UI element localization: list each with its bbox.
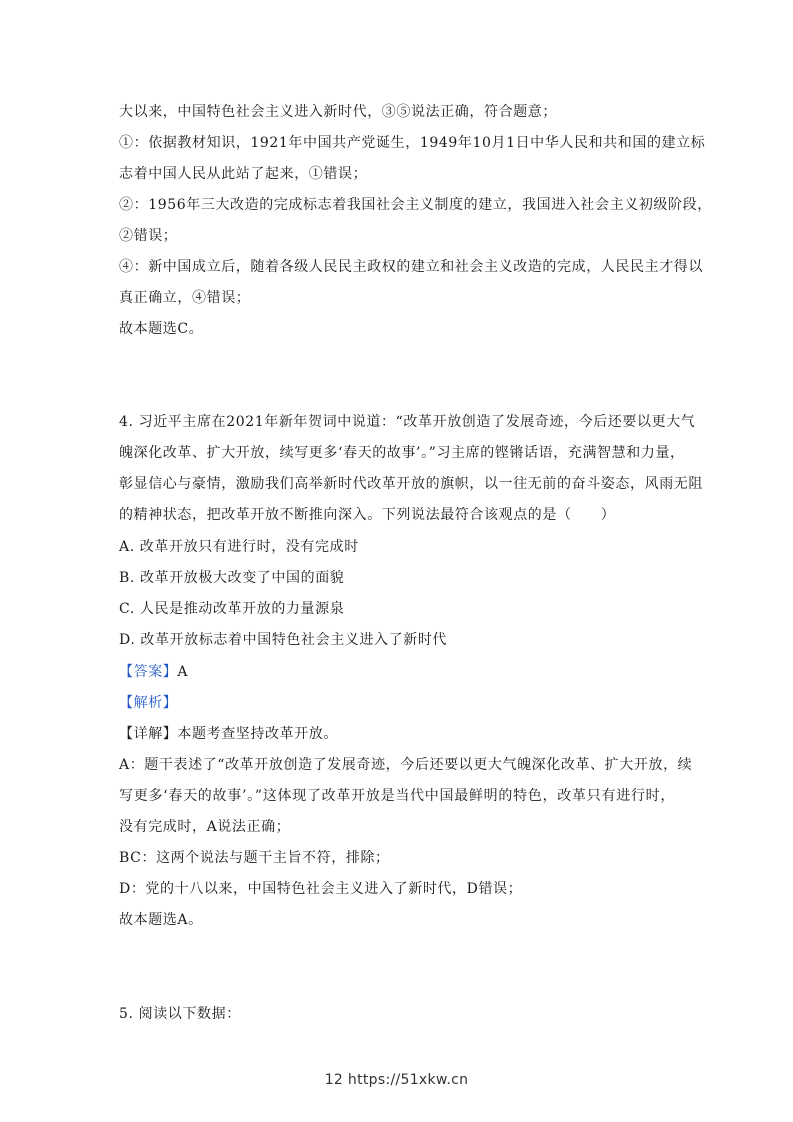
footer-url: https://51xkw.cn bbox=[347, 1072, 469, 1088]
question-4-stem: 魄深化改革、扩大开放，续写更多‘春天的故事’。”习主席的铿锵话语，充满智慧和力量， bbox=[119, 445, 685, 461]
page-number: 12 bbox=[324, 1072, 344, 1088]
text-line: 真正确立，④错误； bbox=[119, 290, 251, 306]
answer-line bbox=[119, 662, 675, 682]
text-line: 志着中国人民从此站了起来，①错误； bbox=[119, 166, 368, 182]
explanation-line: BC：这两个说法与题干主旨不符，排除； bbox=[119, 850, 390, 866]
page-footer bbox=[0, 1072, 793, 1088]
text-line: ④：新中国成立后，随着各级人民民主政权的建立和社会主义改造的完成，人民民主才得以 bbox=[119, 259, 703, 275]
detail-tag: 【详解】 bbox=[119, 726, 178, 742]
detail-text: 本题考查坚持改革开放。 bbox=[177, 726, 339, 742]
analysis-line bbox=[119, 693, 675, 713]
explanation-line: 写更多‘春天的故事’。”这体现了改革开放是当代中国最鲜明的特色，改革只有进行时， bbox=[119, 788, 675, 804]
explanation-line: A：题干表述了“改革开放创造了发展奇迹，今后还要以更大气魄深化改革、扩大开放，续 bbox=[119, 757, 693, 773]
explanation-line: 没有完成时，A说法正确； bbox=[119, 819, 291, 835]
option-b: B. 改革开放极大改变了中国的面貌 bbox=[119, 570, 345, 586]
option-c: C. 人民是推动改革开放的力量源泉 bbox=[119, 601, 345, 617]
text-line: ②：1956年三大改造的完成标志着我国社会主义制度的建立，我国进入社会主义初级阶段， bbox=[119, 197, 712, 213]
detail-line bbox=[119, 724, 675, 744]
analysis-tag: 【解析】 bbox=[119, 695, 178, 711]
question-5-stem: 5. 阅读以下数据： bbox=[119, 1006, 241, 1022]
explanation-line: 故本题选A。 bbox=[119, 912, 203, 928]
question-4-stem: 彰显信心与豪情，激励我们高举新时代改革开放的旗帜，以一往无前的奋斗姿态，风雨无阻 bbox=[119, 476, 703, 492]
answer-tag: 【答案】 bbox=[119, 664, 178, 680]
option-d: D. 改革开放标志着中国特色社会主义进入了新时代 bbox=[119, 632, 448, 648]
option-a: A. 改革开放只有进行时，没有完成时 bbox=[119, 539, 359, 555]
text-line: ①：依据教材知识，1921年中国共产党诞生，1949年10月1日中华人民和共和国的建立标 bbox=[119, 135, 706, 151]
question-4-stem: 4. 习近平主席在2021年新年贺词中说道：“改革开放创造了发展奇迹，今后还要以更大气 bbox=[119, 414, 696, 430]
text-line: 故本题选C。 bbox=[119, 321, 204, 337]
explanation-line: D：党的十八以来，中国特色社会主义进入了新时代，D错误； bbox=[119, 881, 523, 897]
text-line: 大以来，中国特色社会主义进入新时代，③⑤说法正确，符合题意； bbox=[119, 104, 557, 120]
text-line: ②错误； bbox=[119, 228, 178, 244]
question-4-stem: 的精神状态，把改革开放不断推向深入。下列说法最符合该观点的是（ ） bbox=[119, 507, 616, 523]
answer-value: A bbox=[177, 664, 189, 680]
